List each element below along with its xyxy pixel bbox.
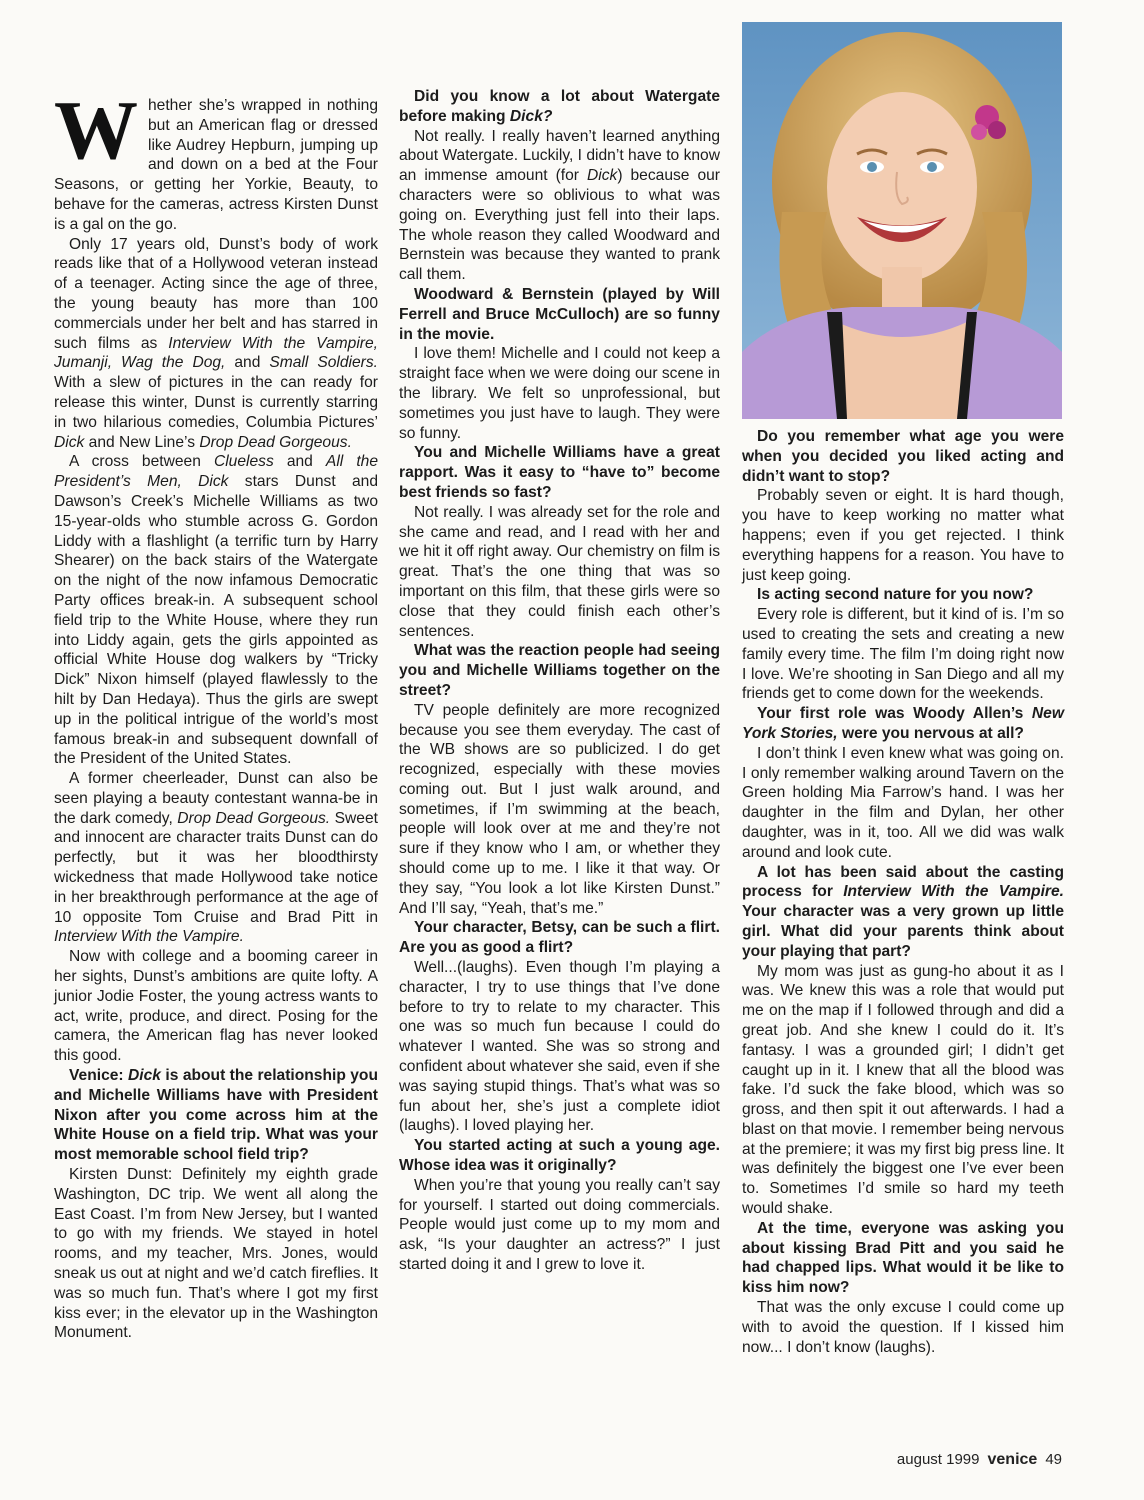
magazine-name: venice xyxy=(987,1451,1038,1468)
question-4: You and Michelle Williams have a great rapport. Was it easy to “have to” become best friends so fast? xyxy=(399,444,720,501)
portrait-photo xyxy=(742,22,1062,419)
answer-3: I love them! Michelle and I could not keep a straight face when we were doing our scene in the library. We felt so unprofessional, but sometimes you just have to laugh. They were so funny. xyxy=(399,345,720,442)
answer-1: Kirsten Dunst: Definitely my eighth grade Washington, DC trip. We went all along the East Coast. I’m from New Jersey, but I wanted to go with my friends. We stayed in hotel rooms, and my teacher, Mrs. Jones, would sneak us out at night and we’d catch fireflies. It was so much fun. That’s where I got my first kiss ever; in the elevator up in the Washington Monument. xyxy=(54,1166,378,1342)
answer-2: Not really. I really haven’t learned anything about Watergate. Luckily, I didn’t have to know an immense amount (for Dick) because our characters were so oblivious to what was going on. Everything just fell into their laps. The whole reason they called Woodward and Bernstein was because they wanted to prank call them. xyxy=(399,127,720,284)
question-12: At the time, everyone was asking you about kissing Brad Pitt and you said he had chapped lips. What would it be like to kiss him now? xyxy=(742,1219,1064,1297)
intro-paragraph-5: Now with college and a booming career in her sights, Dunst’s ambitions are quite lofty. A junior Jodie Foster, the young actress wants to act, write, produce, and direct. Posing for the camera, the American flag has never looked this good. xyxy=(54,948,378,1065)
answer-8: Probably seven or eight. It is hard though, you have to keep working no matter what happens; even if you get rejected. I think everything happens for a reason. You have to just keep going. xyxy=(742,487,1064,584)
question-10: Your first role was Woody Allen’s New York Stories, were you nervous at all? xyxy=(742,705,1064,742)
answer-9: Every role is different, but it kind of is. I’m so used to creating the sets and creating a new family every time. The film I’m doing right now I love. We’re shooting in San Diego and all my friends get to come down for the weekends. xyxy=(742,606,1064,703)
column-2 xyxy=(399,87,720,1275)
page-footer xyxy=(897,1451,1062,1469)
question-1: Venice: Dick is about the relationship you and Michelle Williams have with President Nixon after you come across him at the White House on a field trip. What was your most memorable school field trip? xyxy=(54,1067,378,1164)
column-1 xyxy=(54,84,378,1343)
question-6: Your character, Betsy, can be such a flirt. Are you as good a flirt? xyxy=(399,919,720,957)
drop-cap: W xyxy=(54,84,138,177)
question-3: Woodward & Bernstein (played by Will Ferrell and Bruce McCulloch) are so funny in the movie. xyxy=(399,285,720,343)
answer-12: That was the only excuse I could come up with to avoid the question. If I kissed him now... I don’t know (laughs). xyxy=(742,1299,1064,1356)
question-11: A lot has been said about the casting process for Interview With the Vampire. Your character was a very grown up little girl. What did your parents think about your playing that part? xyxy=(742,863,1064,960)
intro-paragraph-4: A former cheerleader, Dunst can also be seen playing a beauty contestant wanna-be in the dark comedy, Drop Dead Gorgeous. Sweet and innocent are character traits Dunst can do perfectly, but it was her bloodthirsty wickedness that made Hollywood take notice in her breakthrough performance at the age of 10 opposite Tom Cruise and Brad Pitt in Interview With the Vampire. xyxy=(54,770,378,946)
question-9: Is acting second nature for you now? xyxy=(757,586,1034,604)
intro-paragraph-1: Whether she’s wrapped in nothing but an American flag or dressed like Audrey Hepburn, jumping up and down on a bed at the Four Seasons, or getting her Yorkie, Beauty, to behave for the cameras, actress Kirsten Dunst is a gal on the go. xyxy=(54,84,378,233)
column-3 xyxy=(742,427,1064,1357)
question-7: You started acting at such a young age. Whose idea was it originally? xyxy=(399,1137,720,1175)
answer-6: Well...(laughs). Even though I’m playing a character, I try to use things that I’ve done before to try to relate to my character. This one was so much fun because I could do whatever I wanted. She was so strong and confident about whatever she said, even if she was saying stupid things. That’s what was so fun about her, she’s just a complete idiot (laughs). I loved playing her. xyxy=(399,959,720,1135)
issue-date: august 1999 xyxy=(896,1451,980,1468)
intro-paragraph-3: A cross between Clueless and All the President’s Men, Dick stars Dunst and Dawson’s Creek’s Michelle Williams as two 15-year-olds who stumble across G. Gordon Liddy with a flashlight (a terrific turn by Harry Shearer) on the back stairs of the Watergate on the night of the now infamous Democratic Party offices break-in. A subsequent school field trip to the White House, where they run into Liddy again, gets the girls appointed as official White House dog walkers by “Tricky Dick” Nixon himself (played flawlessly to the hilt by Dan Hedaya). Thus the girls are swept up in the political intrigue of the world’s most famous break-in and subsequent downfall of the President of the United States. xyxy=(54,453,378,768)
question-5: What was the reaction people had seeing you and Michelle Williams together on the street? xyxy=(399,642,720,699)
answer-4: Not really. I was already set for the role and she came and read, and I read with her and we hit it off right away. Our chemistry on film is great. That’s the one thing that was so important on this film, that these girls were so close that they could finish each other’s sentences. xyxy=(399,503,720,640)
answer-11: My mom was just as gung-ho about it as I was. We knew this was a role that would put me on the map if I followed through and did a great job. And she knew I could do it. It’s fantasy. I was a grounded girl; I didn’t get caught up in it. I knew that all the blood was fake. I’d suck the fake blood, which was so gross, and then spit it out afterwards. I had a blast on that movie. I remember being nervous at the premiere; it was my first big press line. It was definitely the biggest one I’ve ever been to. Sometimes I’d smile so hard my teeth would shake. xyxy=(742,962,1064,1218)
answer-7: When you’re that young you really can’t say for yourself. I started out doing commercials. People would just come up to my mom and ask, “Is your daughter an actress?” I just started doing it and I grew to love it. xyxy=(399,1176,720,1274)
question-2: Did you know a lot about Watergate before making Dick? xyxy=(399,88,720,125)
answer-5: TV people definitely are more recognized because you see them everyday. The cast of the WB shows are so publicized. I do get recognized, especially with these movies coming out. But I just walk around, and sometimes, if I’m swimming at the beach, people will look over at me and they’re not sure if they know who I am, or whether they should come up to me. I like it that way. Or they say, “You look a lot like Kirsten Dunst.” And I’ll say, “Yeah, that’s me.” xyxy=(399,701,720,917)
page-number: 49 xyxy=(1045,1451,1062,1468)
answer-10: I don’t think I even knew what was going on. I only remember walking around Tavern on the Green holding Mia Farrow’s hand. I was her daughter in the film and Dylan, her other daughter, was in it, too. All we did was walk around and look cute. xyxy=(742,744,1064,861)
question-8: Do you remember what age you were when you decided you liked acting and didn’t want to stop? xyxy=(742,428,1064,485)
intro-paragraph-2: Only 17 years old, Dunst’s body of work reads like that of a Hollywood veteran instead of a teenager. Acting since the age of three, the young beauty has more than 100 commercials under her belt and has starred in such films as Interview With the Vampire, Jumanji, Wag the Dog, and Small Soldiers. With a slew of pictures in the can ready for release this winter, Dunst is currently starring in two hilarious comedies, Columbia Pictures’ Dick and New Line’s Drop Dead Gorgeous. xyxy=(54,235,378,451)
